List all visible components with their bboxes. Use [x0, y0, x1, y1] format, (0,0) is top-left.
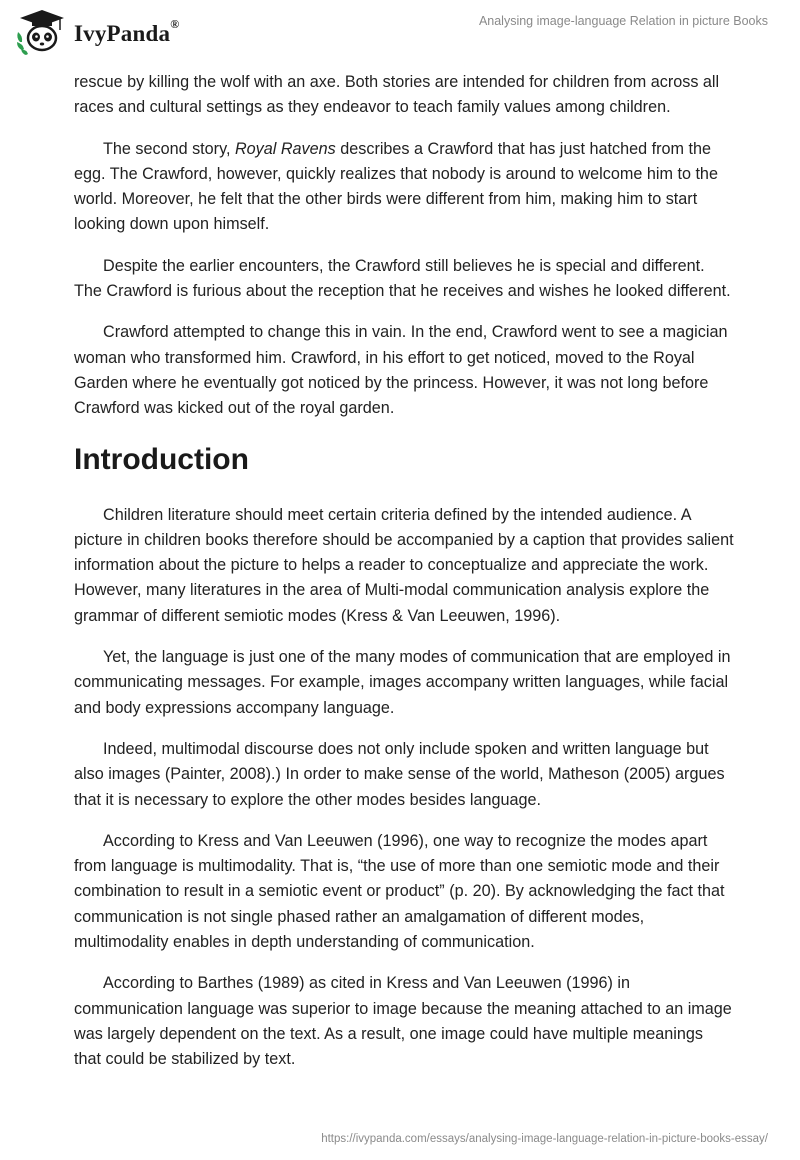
book-title-royal-ravens: Royal Ravens	[234, 139, 336, 158]
paragraph-5: Children literature should meet certain criteria defined by the intended audience. A picture in children books therefore should be accompanied by a caption that provides salient information about the picture to helps a reader to conceptualize and appreciate the work. However, many literatures in the area of Multi-modal communication analysis explore the grammar of different semiotic modes (Kress & Van Leeuwen, 1996).	[74, 505, 734, 625]
paragraph-9: According to Barthes (1989) as cited in Kress and Van Leeuwen (1996) in communication language was superior to image because the meaning attached to an image was largely dependent on the text. As a result, one image could have multiple meanings that could be stabilized by text.	[74, 974, 732, 1069]
page-header	[0, 0, 800, 60]
paragraph-8: According to Kress and Van Leeuwen (1996), one way to recognize the modes apart from language is multimodality. That is, “the use of more than one semiotic mode and their combination to result in a semiotic event or product” (p. 20). By acknowledging the fact that communication is not single phased rather an amalgamation of different modes, multimodality enables in depth understanding of communication.	[74, 831, 725, 952]
paragraph-7: Indeed, multimodal discourse does not only include spoken and written language but also images (Painter, 2008).) In order to make sense of the world, Matheson (2005) argues that it is necessary to explore the other modes besides language.	[74, 739, 725, 809]
brand-name: IvyPanda	[74, 21, 171, 46]
paragraph-1: rescue by killing the wolf with an axe. Both stories are intended for children from across all races and cultural settings as they endeavor to teach family values among children.	[74, 73, 720, 117]
section-heading-introduction: Introduction	[74, 442, 249, 476]
paragraph-6: Yet, the language is just one of the many modes of communication that are employed in communicating messages. For example, images accompany written languages, while facial and body expressions accompany language.	[74, 648, 731, 717]
paragraph-2-start: The second story,	[103, 139, 235, 158]
paragraph-4: Crawford attempted to change this in vain. In the end, Crawford went to see a magician woman who transformed him. Crawford, in his effort to get noticed, moved to the Royal Garden where he eventually got noticed by the princess. However, it was not long before Crawford was kicked out of the royal garden.	[74, 323, 728, 418]
paragraph-3: Despite the earlier encounters, the Crawford still believes he is special and different. The Crawford is furious about the reception that he receives and wishes he looked different.	[74, 256, 731, 301]
source-url-link[interactable]: https://ivypanda.com/essays/analysing-image-language-relation-in-picture-books-essay/	[321, 1133, 768, 1145]
essay-body	[74, 70, 734, 1089]
ivypanda-logo[interactable]	[14, 8, 179, 56]
document-title: Analysing image-language Relation in picture Books	[478, 14, 768, 28]
paragraph-2-rest: describes a Crawford that has just hatched from the egg. The Crawford, however, quickly realizes that nobody is around to welcome him to the world. Moreover, he felt that the other birds were different from him, making him to start looking down upon himself.	[74, 139, 718, 234]
paragraph-2	[74, 137, 734, 238]
registered-mark: ®	[170, 17, 180, 32]
panda-graduate-logo-icon	[14, 8, 70, 56]
